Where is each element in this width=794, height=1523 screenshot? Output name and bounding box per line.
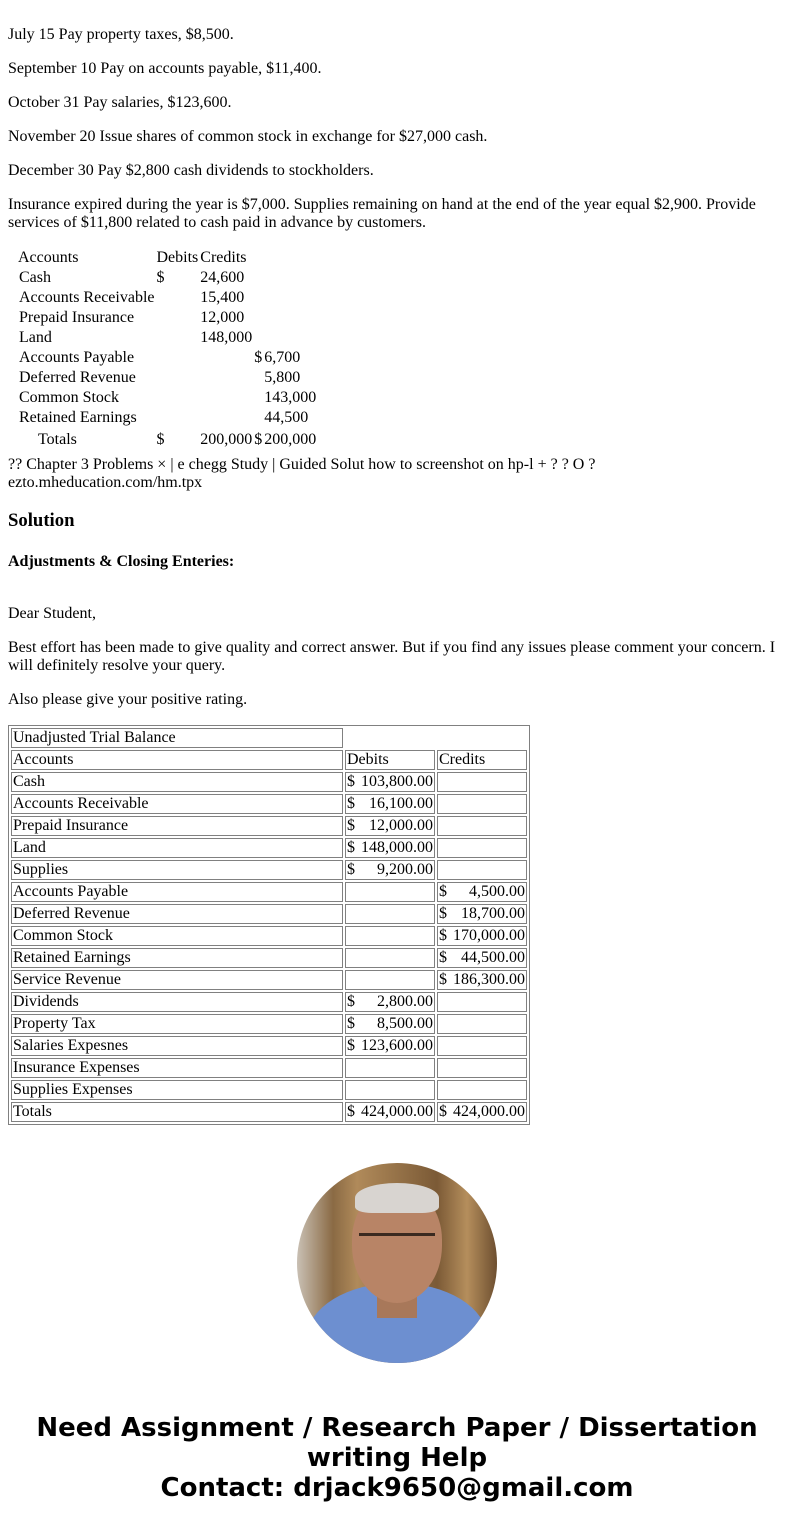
account-name: Totals (38, 431, 77, 448)
footer-line-1: Need Assignment / Research Paper / Dissertation writing Help (36, 1413, 758, 1473)
credit-sign (254, 328, 262, 348)
credit-sign: $ (439, 971, 447, 988)
debit-cell (345, 926, 435, 946)
debit-cell (345, 772, 435, 792)
table-row (11, 860, 527, 880)
debit-money (347, 795, 433, 813)
greeting: Dear Student, (8, 605, 96, 622)
debit-money (347, 773, 433, 791)
credit-cell (437, 992, 527, 1012)
table-row (18, 288, 316, 308)
credit-amount (264, 308, 316, 328)
credit-sign (254, 388, 262, 408)
debit-cell (345, 970, 435, 990)
credit-sign: $ (439, 883, 447, 900)
debit-amount: 15,400 (200, 289, 245, 306)
debit-amount: 424,000.00 (361, 1103, 433, 1120)
account-name: Totals (11, 1102, 343, 1122)
table-row (11, 1036, 527, 1056)
debit-money (347, 1103, 433, 1121)
header-accounts: Accounts (18, 249, 79, 266)
debit-cell (345, 1014, 435, 1034)
table-title: Unadjusted Trial Balance (11, 728, 343, 748)
table-row (11, 992, 527, 1012)
credit-amount (264, 328, 316, 348)
table-row (18, 408, 316, 428)
credit-money (439, 883, 525, 901)
debit-amount (200, 408, 252, 428)
credit-cell (437, 948, 527, 968)
table-row (18, 328, 316, 348)
table-row (11, 948, 527, 968)
credit-money (439, 971, 525, 989)
account-name: Common Stock (11, 926, 343, 946)
debit-amount: 148,000.00 (361, 839, 433, 856)
credit-amount (264, 268, 316, 288)
table-row (11, 772, 527, 792)
account-name: Accounts Payable (19, 349, 135, 366)
debit-sign: $ (347, 1037, 355, 1054)
table-row (11, 970, 527, 990)
debit-amount: 148,000 (200, 329, 253, 346)
table-row (11, 1080, 527, 1100)
debit-sign: $ (347, 993, 355, 1010)
transaction-line: December 30 Pay $2,800 cash dividends to stockholders. (8, 162, 374, 179)
credit-sign (254, 288, 262, 308)
footer-banner (8, 1413, 786, 1503)
author-photo (297, 1163, 497, 1363)
debit-money (347, 1037, 433, 1055)
table-header-row (11, 750, 527, 770)
debit-amount (200, 388, 252, 408)
credit-sign: $ (439, 949, 447, 966)
credit-amount: 200,000 (264, 431, 317, 448)
url-text: ezto.mheducation.com/hm.tpx (8, 474, 203, 491)
header-debits: Debits (345, 750, 435, 770)
debit-cell (345, 904, 435, 924)
debit-sign: $ (347, 839, 355, 856)
transaction-line: October 31 Pay salaries, $123,600. (8, 94, 232, 111)
account-name: Insurance Expenses (11, 1058, 343, 1078)
debit-cell (345, 1058, 435, 1078)
debit-sign (157, 288, 199, 308)
debit-sign: $ (347, 1015, 355, 1032)
credit-money (439, 949, 525, 967)
account-name: Property Tax (11, 1014, 343, 1034)
debit-sign (157, 348, 199, 368)
solution-heading: Solution (8, 510, 75, 531)
account-name: Supplies (11, 860, 343, 880)
account-name: Supplies Expenses (11, 1080, 343, 1100)
account-name: Land (19, 329, 52, 346)
transaction-line: July 15 Pay property taxes, $8,500. (8, 26, 234, 43)
empty-cell (254, 248, 262, 268)
photo-glasses (359, 1233, 435, 1256)
author-photo-container (8, 1163, 786, 1363)
credit-cell (437, 904, 527, 924)
debit-amount: 8,500.00 (377, 1015, 433, 1032)
account-name: Deferred Revenue (19, 369, 136, 386)
credit-cell (437, 882, 527, 902)
transaction-line: November 20 Issue shares of common stock in exchange for $27,000 cash. (8, 128, 488, 145)
debit-cell (345, 794, 435, 814)
debit-money (347, 839, 433, 857)
credit-sign: $ (439, 927, 447, 944)
account-name: Land (11, 838, 343, 858)
table-row (11, 882, 527, 902)
table-row (11, 816, 527, 836)
account-name: Service Revenue (11, 970, 343, 990)
credit-amount: 6,700 (264, 349, 301, 366)
debit-money (347, 993, 433, 1011)
table-row (11, 1014, 527, 1034)
debit-cell (345, 816, 435, 836)
credit-cell (437, 1014, 527, 1034)
transactions (8, 26, 786, 232)
debit-cell (345, 882, 435, 902)
credit-sign: $ (439, 1103, 447, 1120)
debit-sign: $ (347, 817, 355, 834)
debit-sign (157, 408, 199, 428)
account-name: Prepaid Insurance (19, 309, 135, 326)
table-row (11, 838, 527, 858)
credit-amount: 186,300.00 (453, 971, 525, 988)
table-row (18, 308, 316, 328)
table-title-row (11, 728, 527, 748)
debit-cell (345, 1036, 435, 1056)
header-credits: Credits (437, 750, 527, 770)
account-name: Dividends (11, 992, 343, 1012)
debit-amount (200, 368, 252, 388)
debit-sign: $ (347, 795, 355, 812)
credit-sign (254, 368, 262, 388)
debit-sign: $ (347, 1103, 355, 1120)
debit-cell (345, 1080, 435, 1100)
account-name: Retained Earnings (11, 948, 343, 968)
debit-sign: $ (156, 431, 165, 448)
table-row (11, 794, 527, 814)
debit-amount: 9,200.00 (377, 861, 433, 878)
totals-row (11, 1102, 527, 1122)
trial-balance-table-2 (8, 725, 530, 1125)
account-name: Salaries Expesnes (11, 1036, 343, 1056)
debit-cell (345, 838, 435, 858)
account-name: Cash (19, 269, 51, 286)
debit-cell (345, 948, 435, 968)
debit-amount: 12,000.00 (369, 817, 433, 834)
browser-tabs-text: ?? Chapter 3 Problems × | e chegg Study | Guided Solut how to screenshot on hp-l + ? ? O ? (8, 456, 596, 473)
debit-amount: 16,100.00 (369, 795, 433, 812)
credit-sign (254, 308, 262, 328)
empty-cell (264, 248, 316, 268)
credit-cell (437, 860, 527, 880)
header-debits: Debits (156, 249, 199, 266)
trial-balance-table-1 (16, 248, 318, 450)
credit-sign: $ (254, 431, 263, 448)
debit-cell (345, 860, 435, 880)
credit-cell (437, 1036, 527, 1056)
table-row (18, 388, 316, 408)
debit-sign (157, 328, 199, 348)
credit-sign (254, 268, 262, 288)
debit-amount: 24,600 (200, 269, 245, 286)
debit-amount: 2,800.00 (377, 993, 433, 1010)
account-name: Accounts Receivable (11, 794, 343, 814)
credit-cell (437, 1102, 527, 1122)
footer-line-2: Contact: drjack9650@gmail.com (160, 1473, 634, 1503)
account-name: Common Stock (19, 389, 120, 406)
credit-amount (264, 288, 316, 308)
debit-cell (345, 1102, 435, 1122)
credit-sign: $ (439, 905, 447, 922)
totals-row (18, 428, 316, 450)
credit-cell (437, 1058, 527, 1078)
adjustments-heading: Adjustments & Closing Enteries: (8, 553, 235, 570)
debit-sign: $ (347, 861, 355, 878)
account-name: Retained Earnings (19, 409, 137, 426)
debit-sign (157, 388, 199, 408)
empty-cell (437, 728, 527, 748)
debit-amount: 123,600.00 (361, 1037, 433, 1054)
credit-money (439, 905, 525, 923)
debit-amount: 200,000 (200, 431, 253, 448)
credit-money (439, 1103, 525, 1121)
credit-cell (437, 970, 527, 990)
debit-amount: 103,800.00 (361, 773, 433, 790)
credit-amount: 44,500.00 (461, 949, 525, 966)
credit-amount: 5,800 (264, 369, 301, 386)
debit-sign: $ (156, 269, 165, 286)
table-row (11, 1058, 527, 1078)
credit-money (439, 927, 525, 945)
account-name: Cash (11, 772, 343, 792)
transaction-line: September 10 Pay on accounts payable, $11,400. (8, 60, 322, 77)
credit-cell (437, 838, 527, 858)
account-name: Accounts Receivable (19, 289, 155, 306)
credit-cell (437, 772, 527, 792)
debit-sign (157, 308, 199, 328)
empty-cell (345, 728, 435, 748)
debit-amount: 12,000 (200, 309, 245, 326)
note: Best effort has been made to give quality and correct answer. But if you find any issues please comment your concern. I will definitely resolve your query. (8, 639, 776, 674)
debit-money (347, 861, 433, 879)
credit-cell (437, 816, 527, 836)
account-name: Deferred Revenue (11, 904, 343, 924)
credit-cell (437, 794, 527, 814)
debit-cell (345, 992, 435, 1012)
credit-sign (254, 408, 262, 428)
account-name: Prepaid Insurance (11, 816, 343, 836)
photo-hair (355, 1183, 439, 1213)
debit-money (347, 1015, 433, 1033)
credit-amount: 44,500 (264, 409, 309, 426)
debit-amount (200, 348, 252, 368)
credit-amount: 18,700.00 (461, 905, 525, 922)
credit-cell (437, 1080, 527, 1100)
table-row (11, 904, 527, 924)
table-row (18, 268, 316, 288)
table-row (18, 368, 316, 388)
table-row (11, 926, 527, 946)
debit-sign (157, 368, 199, 388)
debit-sign: $ (347, 773, 355, 790)
table-row (18, 348, 316, 368)
debit-money (347, 817, 433, 835)
header-credits: Credits (200, 249, 247, 266)
credit-sign: $ (254, 349, 263, 366)
header-accounts: Accounts (11, 750, 343, 770)
credit-amount: 143,000 (264, 389, 317, 406)
credit-amount: 4,500.00 (469, 883, 525, 900)
rating-request: Also please give your positive rating. (8, 691, 248, 708)
credit-amount: 170,000.00 (453, 927, 525, 944)
account-name: Accounts Payable (11, 882, 343, 902)
credit-amount: 424,000.00 (453, 1103, 525, 1120)
table-header-row (18, 248, 316, 268)
credit-cell (437, 926, 527, 946)
adjustment-info: Insurance expired during the year is $7,000. Supplies remaining on hand at the end of the year equal $2,900. Provide services of $11,800 related to cash paid in advance by customers. (8, 196, 756, 231)
